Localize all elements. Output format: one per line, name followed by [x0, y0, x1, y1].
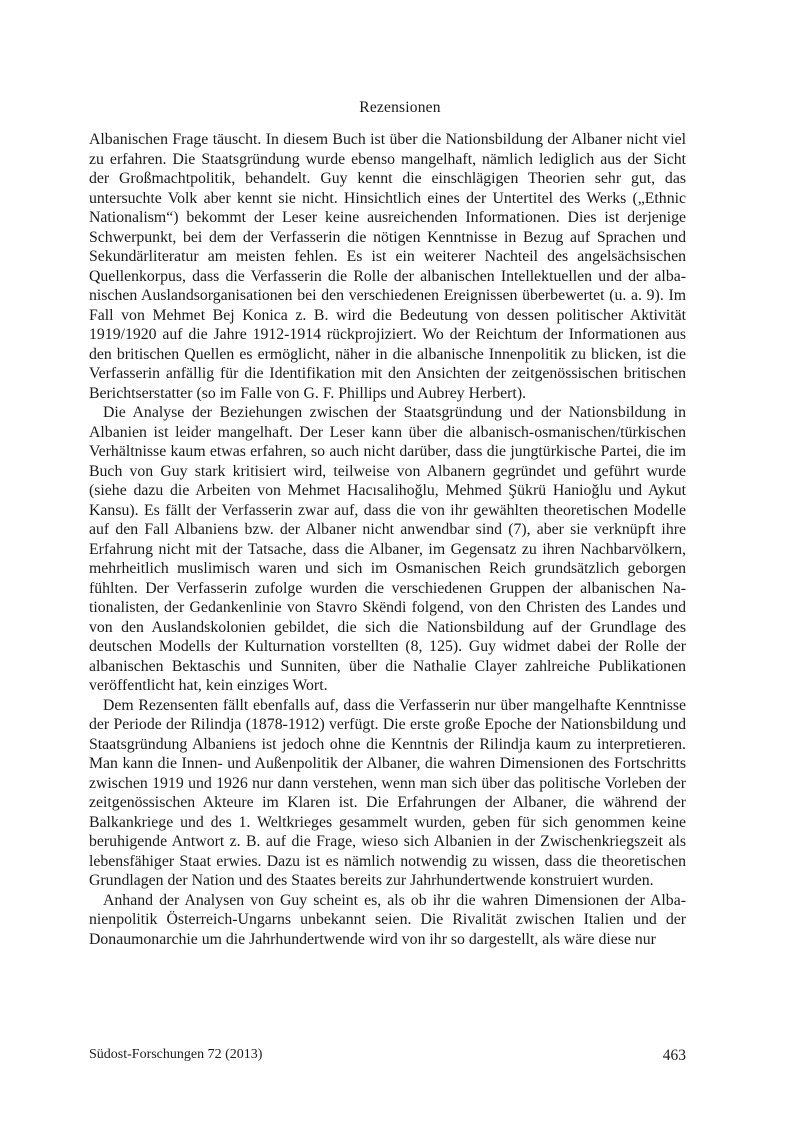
paragraph-2: Die Analyse der Beziehungen zwischen der Staatsgründung und der Nationsbildung in Albanien ist leider mangelhaft. Der Leser kann über die albanisch-osmanischen/türkischen Verhältnisse kaum etwas erfahren, so auch nicht darüber, dass die jungtürkische Partei, die im Buch von Guy stark kritisiert wird, teilweise von Albanern gegründet und geführt wurde (siehe dazu die Arbeiten von Mehmet Hacısalihoğlu, Mehmed Şükrü Hanioğlu und Aykut Kansu). Es fällt der Verfasserin zwar auf, dass die von ihr gewählten theoretischen Modelle auf den Fall Albaniens bzw. der Albaner nicht anwendbar sind (7), aber sie verknüpft ihre Erfahrung nicht mit der Tatsache, dass die Albaner, im Gegensatz zu ihren Nachbarvölkern, mehrheitlich muslimisch waren und sich im Osmanischen Reich grundsätzlich geborgen fühlten. Der Verfasserin zufolge wurden die verschiedenen Gruppen der albanischen Nationalisten, der Gedankenlinie von Stavro Skëndi folgend, von den Christen des Landes und von den Auslandskolonien gebildet, die sich die Nationsbildung auf der Grundlage des deutschen Modells der Kulturnation vorstellten (8, 125). Guy widmet dabei der Rolle der albanischen Bektaschis und Sunniten, über die Nathalie Clayer zahlreiche Publikationen veröffentlicht hat, kein einziges Wort.	[89, 404, 686, 694]
running-head: Rezensionen	[359, 99, 441, 116]
paragraph-3: Dem Rezensenten fällt ebenfalls auf, dass die Verfasserin nur über mangelhafte Kenntnisse der Periode der Rilindja (1878-1912) verfügt. Die erste große Epoche der Nationsbildung und Staatsgründung Albaniens ist jedoch ohne die Kenntnis der Rilindja kaum zu interpretieren. Man kann die Innen- und Außenpolitik der Albaner, die wahren Dimensionen des Fortschritts zwischen 1919 und 1926 nur dann verstehen, wenn man sich über das politische Vorleben der zeitgenössischen Akteure im Klaren ist. Die Erfahrungen der Albaner, die während der Balkankriege und des 1. Weltkrieges gesammelt wurden, geben für sich genommen keine beruhigende Antwort z. B. auf die Frage, wieso sich Albanien in der Zwischenkriegszeit als lebensfähiger Staat erwies. Dazu ist es nämlich notwendig zu wissen, dass die theoretischen Grundlagen der Nation und des Staates bereits zur Jahrhundertwende konstruiert wurden.	[89, 696, 686, 889]
body-text	[89, 130, 686, 949]
paragraph-1: Albanischen Frage täuscht. In diesem Buch ist über die Nationsbildung der Albaner nicht viel zu erfahren. Die Staatsgründung wurde ebenso mangelhaft, nämlich lediglich aus der Sicht der Großmachtpolitik, behandelt. Guy kennt die einschlägigen Theorien sehr gut, das untersuchte Volk aber kennt sie nicht. Hinsichtlich eines der Untertitel des Werks („Ethnic Nationalism“) bekommt der Leser keine ausreichenden Informationen. Dies ist derjenige Schwerpunkt, bei dem der Verfasserin die nötigen Kenntnisse in Bezug auf Sprachen und Sekundärliteratur am meisten fehlen. Es ist ein weiterer Nachteil des angelsächsischen Quellenkorpus, dass die Verfasserin die Rolle der albanischen Intellektuellen und der albanischen Auslandsorganisationen bei den verschiedenen Ereignissen überbewertet (u. a. 9). Im Fall von Mehmet Bej Konica z. B. wird die Bedeutung von dessen politischer Aktivität 1919/1920 auf die Jahre 1912-1914 rückprojiziert. Wo der Reichtum der Informationen aus den britischen Quellen es ermöglicht, näher in die albanische Innenpolitik zu blicken, ist die Verfasserin anfällig für die Identifikation mit den Ansichten der zeitgenössischen britischen Berichtserstatter (so im Falle von G. F. Phillips und Aubrey Herbert).	[89, 131, 686, 402]
paragraph-4: Anhand der Analysen von Guy scheint es, als ob ihr die wahren Dimensionen der Albanienpolitik Österreich-Ungarns unbekannt seien. Die Rivalität zwischen Italien und der Donaumonarchie um die Jahrhundertwende wird von ihr so dargestellt, als wäre diese nur	[89, 891, 686, 948]
journal-citation: Südost-Forschungen 72 (2013)	[89, 1047, 263, 1062]
page-number: 463	[662, 1047, 686, 1064]
page-footer	[89, 1047, 686, 1065]
